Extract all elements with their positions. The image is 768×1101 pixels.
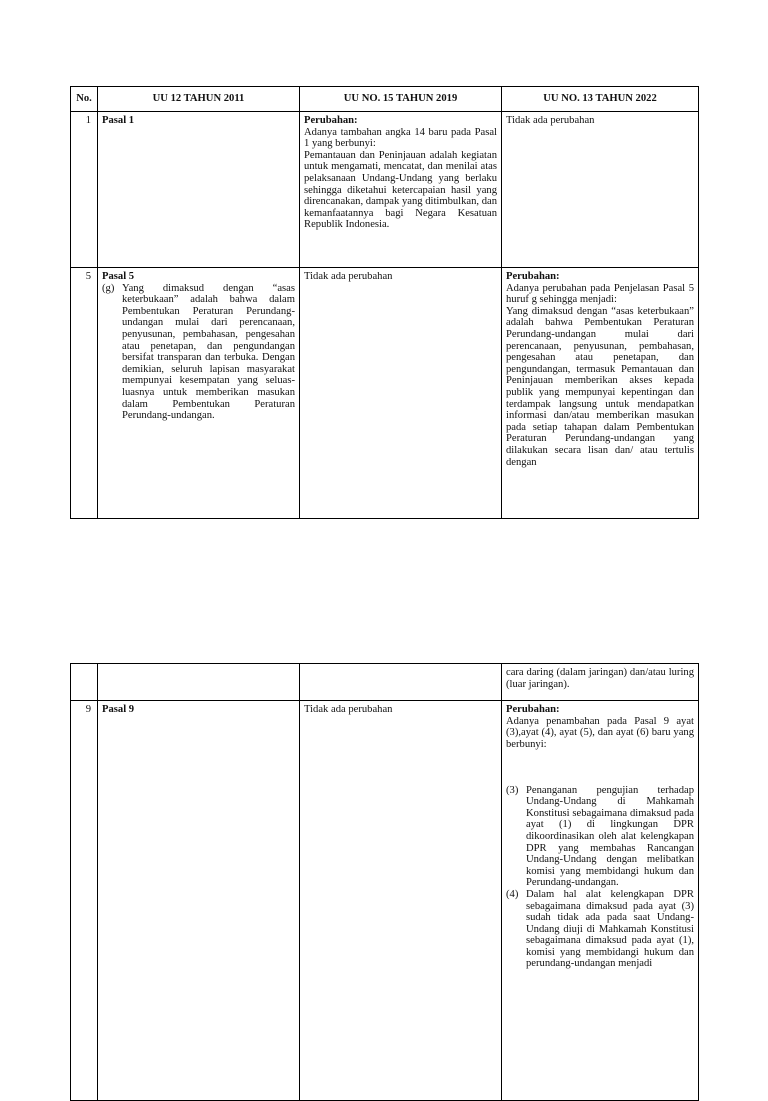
table-row [71, 664, 699, 701]
header-uu-2022: UU NO. 13 TAHUN 2022 [502, 87, 699, 112]
table-header-row [71, 87, 699, 112]
cell-uu-2019 [300, 112, 502, 268]
cell-uu-2022 [502, 701, 699, 1101]
change-label: Perubahan: [506, 271, 560, 282]
cell-uu-2022: Tidak ada perubahan [502, 112, 699, 268]
change-quote: Yang dimaksud dengan “asas keterbukaan” adalah bahwa Pembentukan Peraturan Perundang-undangan mulai dari perencanaan, penyusunan, pembahasan, pengesahan atau penetapan, dan pengundangan, termasuk Pemantauan dan Peninjauan memberikan akses kepada publik yang mempunyai kepentingan dan terdampak langsung untuk mendapatkan informasi dan/atau memberikan masukan pada setiap tahapan dalam Pembentukan Peraturan Perundang-undangan yang dilakukan secara lisan dan/ atau tertulis dengan [506, 305, 694, 468]
header-uu-2011: UU 12 TAHUN 2011 [98, 87, 300, 112]
row-number: 5 [71, 268, 98, 519]
table-row [71, 268, 699, 519]
item-marker: (4) [506, 888, 519, 900]
change-description: Adanya tambahan angka 14 baru pada Pasal 1 yang berbunyi: [304, 126, 497, 150]
comparison-table-part-1 [70, 86, 699, 519]
empty-cell [300, 664, 502, 701]
cell-uu-2019: Tidak ada perubahan [300, 701, 502, 1101]
item-text: Yang dimaksud dengan “asas keterbukaan” adalah bahwa dalam Pembentukan Peraturan Perundang-undangan mulai dari perencanaan, penyusunan, pembahasan, pengesahan atau penetapan, dan pengundangan bersifat transparan dan terbuka. Dengan demikian, seluruh lapisan masyarakat mempunyai kesempatan yang seluas-luasnya untuk memberikan masukan dalam Pembentukan Peraturan Perundang-undangan. [122, 282, 295, 422]
header-uu-2019: UU NO. 15 TAHUN 2019 [300, 87, 502, 112]
change-description: Adanya perubahan pada Penjelasan Pasal 5 huruf g sehingga menjadi: [506, 282, 694, 306]
change-description: Adanya penambahan pada Pasal 9 ayat (3),ayat (4), ayat (5), dan ayat (6) baru yang berbunyi: [506, 715, 694, 750]
list-item [102, 283, 295, 422]
cell-uu-2011 [98, 701, 300, 1101]
change-quote: Pemantauan dan Peninjauan adalah kegiatan untuk mengamati, mencatat, dan menilai atas pelaksanaan Undang-Undang yang berlaku sehingga diketahui ketercapaian hasil yang direncanakan, dampak yang ditimbulkan, dan kemanfaatannya bagi Negara Kesatuan Republik Indonesia. [304, 149, 497, 231]
change-label: Perubahan: [304, 115, 358, 126]
change-label: Perubahan: [506, 704, 560, 716]
pasal-title: Pasal 9 [102, 704, 135, 716]
pasal-title: Pasal 1 [102, 115, 135, 126]
row-number: 9 [71, 701, 98, 1101]
table-row [71, 701, 699, 1101]
cell-uu-2022 [502, 268, 699, 519]
cell-uu-2019: Tidak ada perubahan [300, 268, 502, 519]
cell-uu-2011 [98, 268, 300, 519]
item-marker: (g) [102, 282, 115, 294]
item-marker: (3) [506, 784, 519, 796]
empty-cell [98, 664, 300, 701]
item-text: Dalam hal alat kelengkapan DPR sebagaimana dimaksud pada ayat (3) sudah tidak ada pada saat Undang-Undang diuji di Mahkamah Konstitusi sebagaimana dimaksud pada ayat (1), komisi yang membidangi hukum dan perundang-undangan menjadi [526, 888, 694, 970]
row-number: 1 [71, 112, 98, 268]
list-item [506, 889, 694, 970]
list-item [506, 785, 694, 889]
header-no: No. [71, 87, 98, 112]
table-row [71, 112, 699, 268]
comparison-table-part-2 [70, 663, 699, 1101]
item-text: Penanganan pengujian terhadap Undang-Undang di Mahkamah Konstitusi sebagaimana dimaksud pada ayat (1) di lingkungan DPR dikoordinasikan oleh alat kelengkapan DPR yang membahas Rancangan Undang-Undang dengan melibatkan komisi yang membidangi hukum dan Perundang-undangan. [526, 784, 694, 889]
pasal-title: Pasal 5 [102, 271, 135, 282]
empty-cell [71, 664, 98, 701]
continued-text: cara daring (dalam jaringan) dan/atau luring (luar jaringan). [502, 664, 699, 701]
cell-uu-2011 [98, 112, 300, 268]
